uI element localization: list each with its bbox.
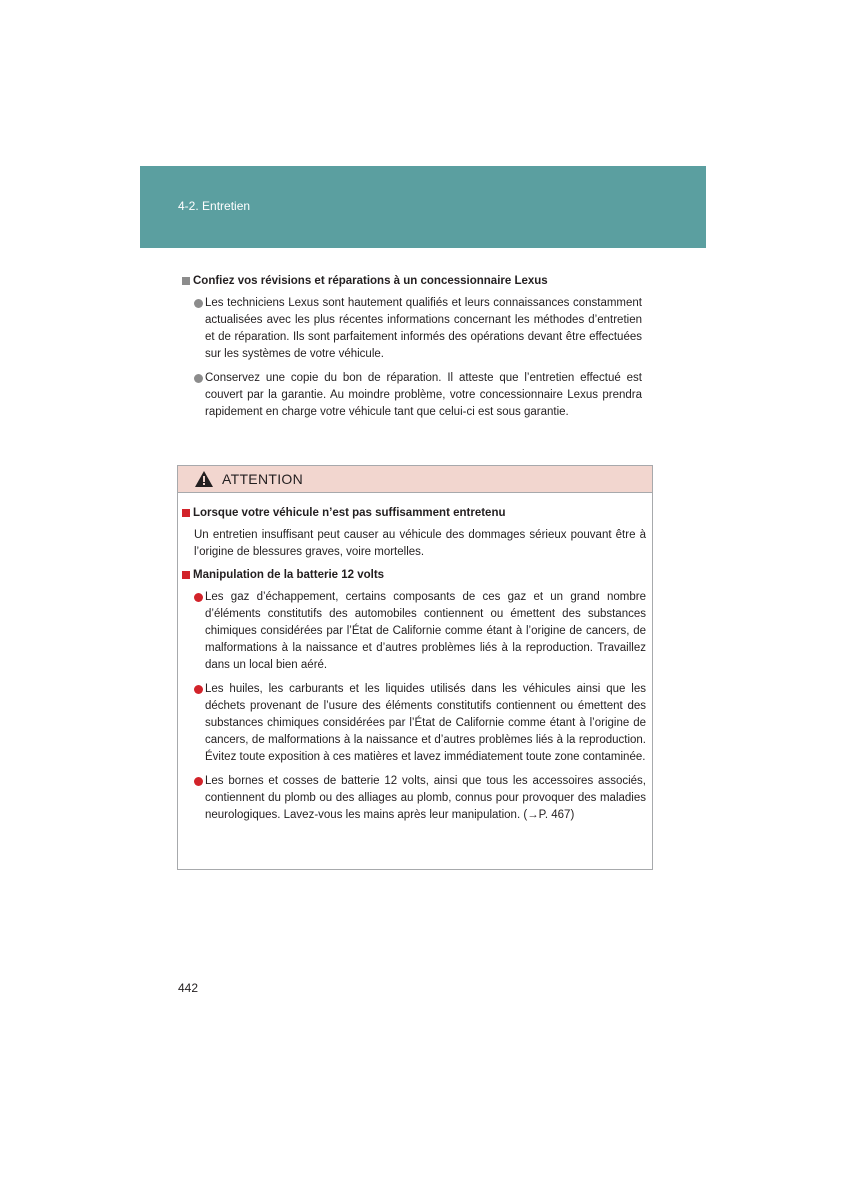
list-item bbox=[194, 681, 646, 766]
list-item-text: Les techniciens Lexus sont hautement qualifiés et leurs connaissances constamment actualisées avec les plus récentes informations concernant les méthodes d’entretien et de réparation. Ils sont parfaitement informés des opérations devant être effectuées sur les systèmes de votre véhicule. bbox=[205, 297, 642, 360]
round-bullet-icon bbox=[194, 777, 203, 786]
list-item-text: Les huiles, les carburants et les liquides utilisés dans les véhicules ainsi que les déchets provenant de l’usure des éléments constitutifs contiennent ou émettent des substances chimiques considérées par l’État de Californie comme étant à l’origine de cancers, de malformations à la naissance et d’autres problèmes liés à la reproduction. Évitez toute exposition à ces matières et lavez immédiatement toute zone contaminée. bbox=[205, 683, 646, 763]
square-bullet-icon bbox=[182, 509, 190, 517]
section-heading-text: Confiez vos révisions et réparations à un concessionnaire Lexus bbox=[193, 275, 548, 287]
warning-header bbox=[178, 466, 652, 493]
page-number: 442 bbox=[178, 981, 199, 995]
round-bullet-icon bbox=[194, 593, 203, 602]
round-bullet-icon bbox=[194, 374, 203, 383]
square-bullet-icon bbox=[182, 277, 190, 285]
section-heading bbox=[182, 273, 642, 289]
warning-subheading bbox=[182, 567, 646, 583]
warning-title: ATTENTION bbox=[222, 471, 303, 487]
warning-subheading-text: Lorsque votre véhicule n’est pas suffisamment entretenu bbox=[193, 507, 506, 519]
list-item bbox=[194, 370, 642, 421]
warning-subheading-text: Manipulation de la batterie 12 volts bbox=[193, 569, 385, 581]
chapter-header-band bbox=[140, 166, 706, 248]
warning-triangle-icon bbox=[194, 470, 214, 488]
warning-body bbox=[178, 493, 652, 824]
warning-paragraph: Un entretien insuffisant peut causer au véhicule des dommages sérieux pouvant être à l’origine de blessures graves, voire mortelles. bbox=[194, 529, 646, 558]
list-item bbox=[194, 295, 642, 363]
warning-subheading bbox=[182, 505, 646, 521]
list-item bbox=[194, 773, 646, 824]
list-item-text: Les bornes et cosses de batterie 12 volts, ainsi que tous les accessoires associés, contiennent du plomb ou des alliages au plomb, connus pour provoquer des maladies neurologiques. Lavez-vous les mains après leur manipulation. (→P. 467) bbox=[205, 775, 646, 821]
round-bullet-icon bbox=[194, 685, 203, 694]
warning-box bbox=[177, 465, 653, 870]
round-bullet-icon bbox=[194, 299, 203, 308]
list-item-text: Conservez une copie du bon de réparation. Il atteste que l’entretien effectué est couvert par la garantie. Au moindre problème, votre concessionnaire Lexus prendra rapidement en charge votre véhicule tant que celui-ci est sous garantie. bbox=[205, 372, 642, 418]
list-item bbox=[194, 589, 646, 674]
chapter-title: 4-2. Entretien bbox=[178, 199, 251, 213]
list-item-text: Les gaz d’échappement, certains composants de ces gaz et un grand nombre d’éléments constitutifs des automobiles contiennent ou émettent des substances chimiques considérées par l’État de Californie comme étant à l’origine de cancers, de malformations à la naissance et d’autres problèmes liés à la reproduction. Travaillez dans un local bien aéré. bbox=[205, 591, 646, 671]
maintenance-section bbox=[182, 273, 642, 428]
square-bullet-icon bbox=[182, 571, 190, 579]
